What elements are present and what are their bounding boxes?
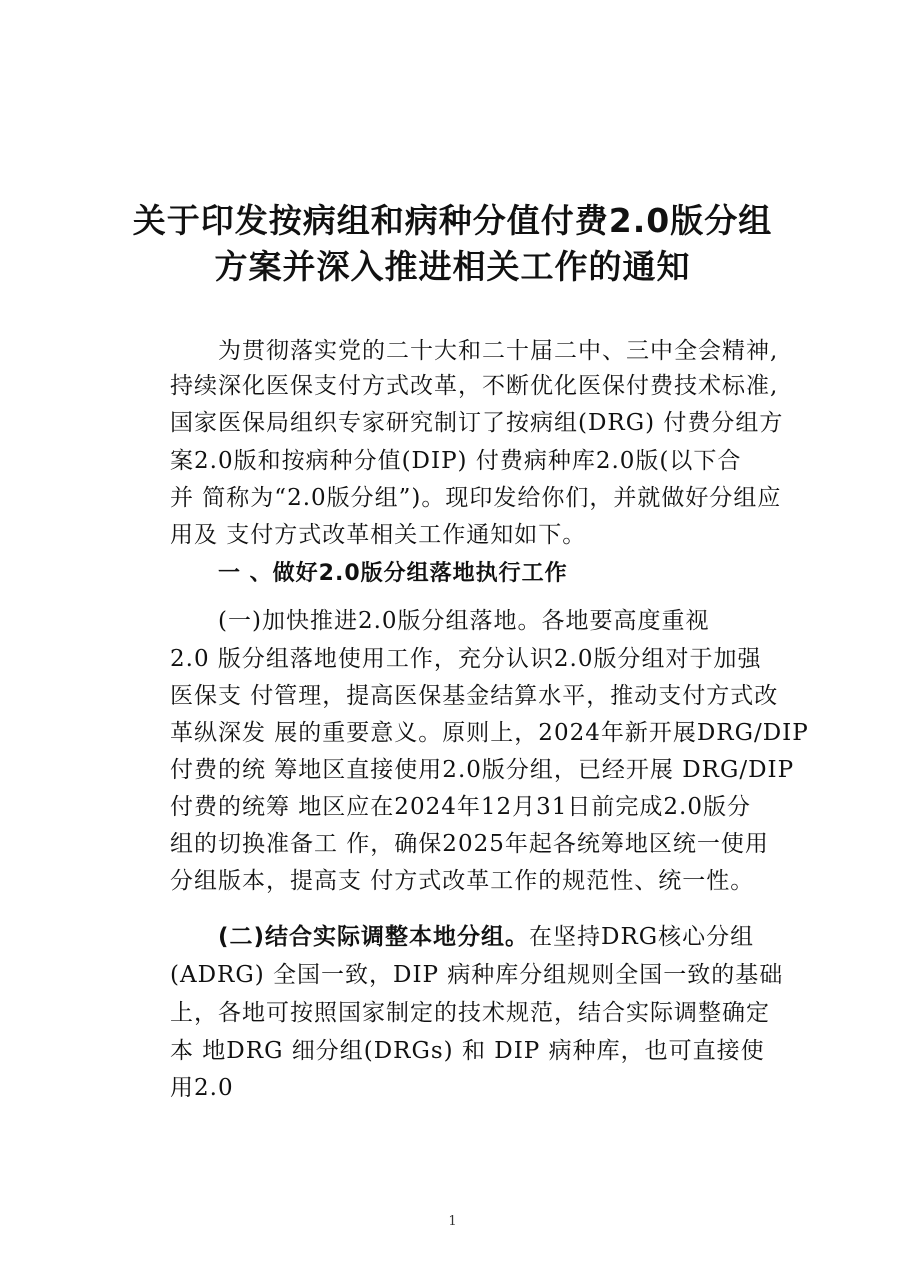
paragraph-2-line-4: 革纵深发 展的重要意义。原则上，2024年新开展DRG/DIP: [170, 720, 809, 746]
page-number: 1: [448, 1214, 457, 1229]
paragraph-3-line-5: 用2.0: [170, 1075, 234, 1101]
paragraph-2-line-8: 分组版本，提高支 付方式改革工作的规范性、统一性。: [170, 868, 755, 894]
paragraph-1-line-5: 并 简称为“2.0版分组”)。现印发给你们，并就做好分组应: [170, 485, 782, 511]
paragraph-3-line-3: 上，各地可按照国家制定的技术规范，结合实际调整确定: [170, 1000, 770, 1026]
section-heading: 一 、做好2.0版分组落地执行工作: [218, 561, 568, 586]
paragraph-3-line-4: 本 地DRG 细分组(DRGs) 和 DIP 病种库，也可直接使: [170, 1038, 765, 1064]
paragraph-3-line-1: [218, 920, 818, 954]
paragraph-2-line-1: (一)加快推进2.0版分组落地。各地要高度重视: [218, 608, 710, 634]
paragraph-2-line-5: 付费的统 筹地区直接使用2.0版分组，已经开展 DRG/DIP: [170, 757, 795, 783]
paragraph-1-line-2: 持续深化医保支付方式改革，不断优化医保付费技术标准,: [170, 373, 779, 399]
paragraph-2-line-2: 2.0 版分组落地使用工作，充分认识2.0版分组对于加强: [170, 646, 762, 672]
paragraph-1-line-1: 为贯彻落实党的二十大和二十届二中、三中全会精神,: [218, 338, 779, 364]
paragraph-1-line-3: 国家医保局组织专家研究制订了按病组(DRG) 付费分组方: [170, 410, 784, 436]
document-title-line-1: 关于印发按病组和病种分值付费2.0版分组: [132, 201, 773, 240]
paragraph-3-line-2: (ADRG) 全国一致，DIP 病种库分组规则全国一致的基础: [170, 962, 784, 988]
paragraph-2-line-7: 组的切换准备工 作，确保2025年起各统筹地区统一使用: [170, 831, 769, 857]
paragraph-2-line-6: 付费的统筹 地区应在2024年12月31日前完成2.0版分: [170, 794, 751, 820]
document-title-line-2: 方案并深入推进相关工作的通知: [214, 247, 691, 286]
paragraph-1-line-6: 用及 支付方式改革相关工作通知如下。: [170, 522, 587, 548]
paragraph-3-line-1-rest: 在坚持DRG核心分组: [529, 924, 755, 950]
paragraph-1-line-4: 案2.0版和按病种分值(DIP) 付费病种库2.0版(以下合: [170, 448, 742, 474]
paragraph-3-bold-lead: (二)结合实际调整本地分组。: [218, 924, 530, 950]
paragraph-2-line-3: 医保支 付管理，提高医保基金结算水平，推动支付方式改: [170, 683, 779, 709]
